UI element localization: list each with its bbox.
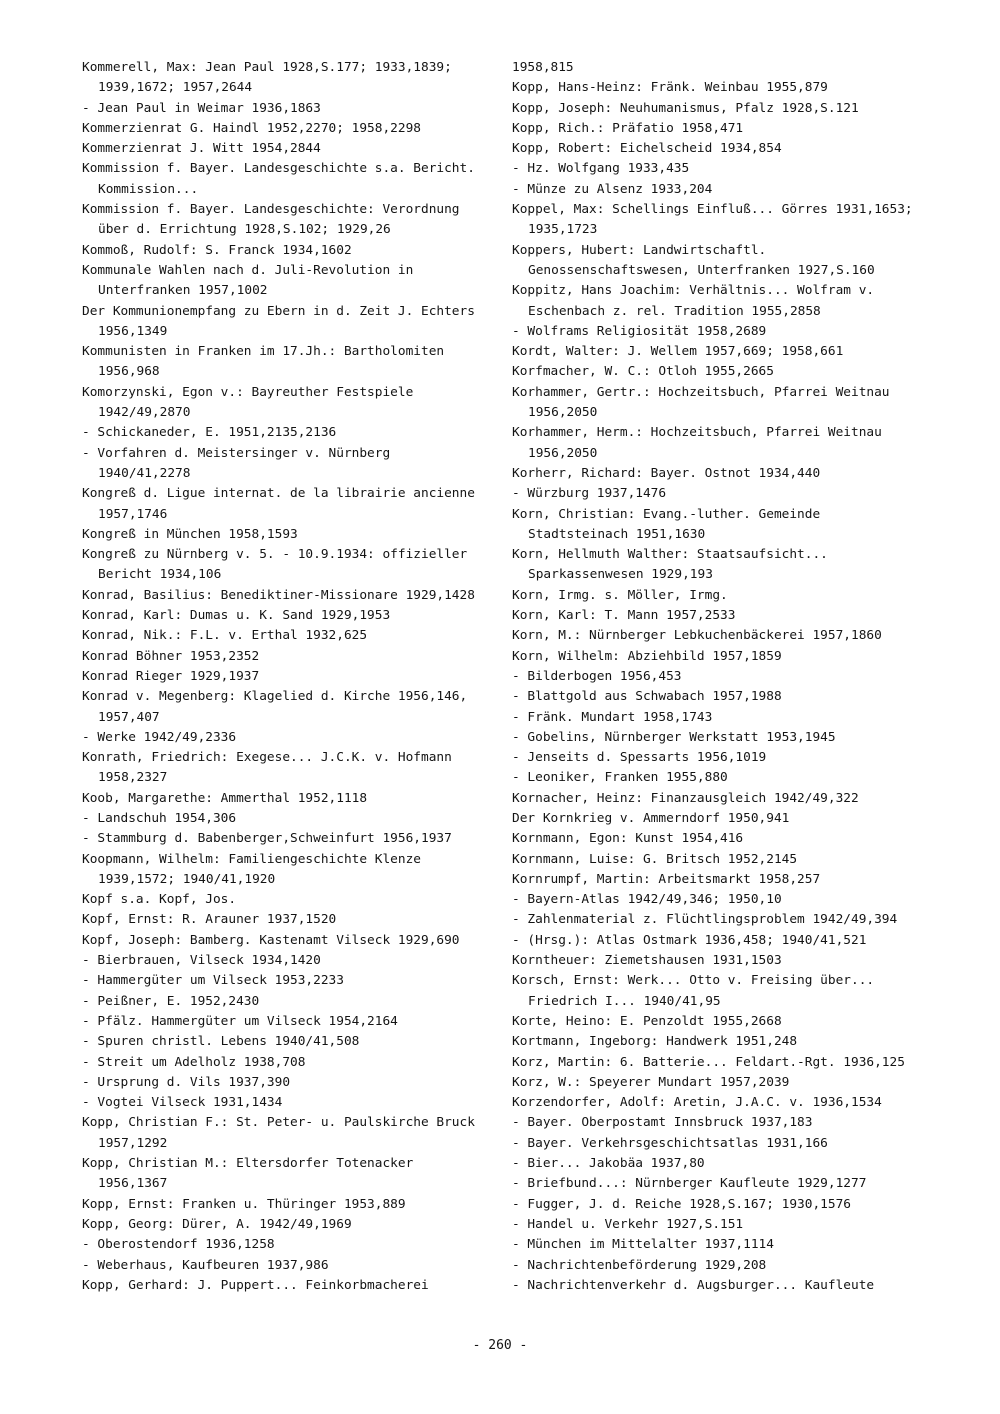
index-entry: Kommunisten in Franken im 17.Jh.: Bartholomiten 1956,968: [82, 344, 452, 380]
index-entry: Kortmann, Ingeborg: Handwerk 1951,248: [512, 1034, 798, 1050]
index-entry: - Würzburg 1937,1476: [512, 486, 667, 502]
index-entry: Korfmacher, W. C.: Otloh 1955,2665: [512, 364, 774, 380]
index-entry: Korn, Christian: Evang.-luther. Gemeinde Stadtsteinach 1951,1630: [512, 506, 828, 542]
index-entry: Kongreß zu Nürnberg v. 5. - 10.9.1934: offizieller Bericht 1934,106: [82, 547, 475, 583]
index-entry: Komorzynski, Egon v.: Bayreuther Festspiele 1942/49,2870: [82, 384, 422, 421]
index-entry: Konrad Rieger 1929,1937: [82, 668, 260, 684]
index-entry: Korn, Hellmuth Walther: Staatsaufsicht... Sparkassenwesen 1929,193: [512, 547, 836, 583]
index-entry: Kopp, Rich.: Präfatio 1958,471: [512, 120, 744, 136]
index-entry: Konrad v. Megenberg: Klagelied d. Kirche 1956,146, 1957,407: [82, 689, 475, 725]
index-entry: - Hz. Wolfgang 1933,435: [512, 161, 690, 177]
index-entry: - Streit um Adelholz 1938,708: [82, 1054, 306, 1070]
index-entry: - (Hrsg.): Atlas Ostmark 1936,458; 1940/41,521: [512, 932, 867, 948]
index-entry: - Fränk. Mundart 1958,1743: [512, 709, 713, 725]
index-entry: - Nachrichtenbeförderung 1929,208: [512, 1257, 767, 1273]
index-entry: Kornmann, Luise: G. Britsch 1952,2145: [512, 851, 798, 867]
index-entry: Kommerell, Max: Jean Paul 1928,S.177; 1933,1839; 1939,1672; 1957,2644: [82, 60, 460, 96]
index-entry: Der Kommunionempfang zu Ebern in d. Zeit J. Echters 1956,1349: [82, 303, 483, 339]
index-entry: Konrad, Karl: Dumas u. K. Sand 1929,1953: [82, 608, 391, 624]
index-entry: - München im Mittelalter 1937,1114: [512, 1237, 774, 1253]
index-entry: Korntheuer: Ziemetshausen 1931,1503: [512, 953, 782, 969]
index-entry: Der Kornkrieg v. Ammerndorf 1950,941: [512, 810, 790, 826]
index-entry: Kommission f. Bayer. Landesgeschichte s.a. Bericht. Kommission...: [82, 161, 483, 197]
index-entry: Koob, Margarethe: Ammerthal 1952,1118: [82, 790, 368, 806]
index-entry: Kopp, Christian M.: Eltersdorfer Totenacker 1956,1367: [82, 1156, 422, 1192]
index-entry: - Spuren christl. Lebens 1940/41,508: [82, 1034, 360, 1050]
index-entry: Korn, Irmg. s. Möller, Irmg.: [512, 587, 728, 603]
index-entry: Korzendorfer, Adolf: Aretin, J.A.C. v. 1936,1534: [512, 1095, 882, 1111]
index-entry: Kopp, Georg: Dürer, A. 1942/49,1969: [82, 1216, 352, 1232]
index-entry: Konrad, Basilius: Benediktiner-Missionare 1929,1428: [82, 587, 475, 603]
index-entry: Korherr, Richard: Bayer. Ostnot 1934,440: [512, 465, 821, 481]
index-entry: - Münze zu Alsenz 1933,204: [512, 181, 713, 197]
index-entry: Kopp, Christian F.: St. Peter- u. Paulskirche Bruck 1957,1292: [82, 1115, 483, 1151]
index-entry: Kopf, Ernst: R. Arauner 1937,1520: [82, 912, 337, 928]
index-entry: - Blattgold aus Schwabach 1957,1988: [512, 689, 782, 705]
index-entry: Korn, Wilhelm: Abziehbild 1957,1859: [512, 648, 782, 664]
index-entry: - Bier... Jakobäa 1937,80: [512, 1156, 705, 1172]
index-entry: Korz, W.: Speyerer Mundart 1957,2039: [512, 1074, 790, 1090]
index-entry: - Nachrichtenverkehr d. Augsburger... Kaufleute: [512, 1277, 875, 1293]
index-entry: Kongreß d. Ligue internat. de la librairie ancienne 1957,1746: [82, 486, 483, 522]
index-entry: - Oberostendorf 1936,1258: [82, 1237, 275, 1253]
index-entry: - Gobelins, Nürnberger Werkstatt 1953,1945: [512, 729, 836, 745]
page-number: - 260 -: [472, 1338, 528, 1353]
index-entry: Koopmann, Wilhelm: Familiengeschichte Klenze 1939,1572; 1940/41,1920: [82, 851, 429, 887]
index-entry: Kopf, Joseph: Bamberg. Kastenamt Vilseck 1929,690: [82, 932, 460, 948]
index-entry: 1958,815: [512, 60, 574, 75]
index-entry: - Weberhaus, Kaufbeuren 1937,986: [82, 1257, 329, 1273]
index-entry: - Jenseits d. Spessarts 1956,1019: [512, 750, 767, 766]
index-entry: Kopp, Ernst: Franken u. Thüringer 1953,889: [82, 1196, 406, 1212]
index-entry: Kornacher, Heinz: Finanzausgleich 1942/49,322: [512, 790, 859, 806]
index-entry: Korz, Martin: 6. Batterie... Feldart.-Rgt. 1936,125: [512, 1054, 905, 1070]
index-entry: Kopf s.a. Kopf, Jos.: [82, 892, 237, 908]
index-entry: Kommerzienrat J. Witt 1954,2844: [82, 141, 321, 157]
index-entry: Kommission f. Bayer. Landesgeschichte: Verordnung über d. Errichtung 1928,S.102; 1929,26: [82, 202, 468, 238]
index-entry: Kopp, Hans-Heinz: Fränk. Weinbau 1955,879: [512, 80, 828, 96]
index-entry: - Bayern-Atlas 1942/49,346; 1950,10: [512, 892, 782, 908]
index-entry: Koppitz, Hans Joachim: Verhältnis... Wolfram v. Eschenbach z. rel. Tradition 1955,2858: [512, 283, 882, 319]
index-entry: Korte, Heino: E. Penzoldt 1955,2668: [512, 1013, 782, 1029]
index-entry: - Briefbund...: Nürnberger Kaufleute 1929,1277: [512, 1176, 867, 1192]
left-index-column: [82, 58, 487, 1296]
right-index-column: [512, 58, 924, 1296]
index-entry: Korhammer, Herm.: Hochzeitsbuch, Pfarrei Weitnau 1956,2050: [512, 425, 890, 461]
index-entry: Korn, M.: Nürnberger Lebkuchenbäckerei 1957,1860: [512, 628, 882, 644]
index-entry: Kommunale Wahlen nach d. Juli-Revolution in Unterfranken 1957,1002: [82, 262, 422, 299]
index-entry: Konrad, Nik.: F.L. v. Erthal 1932,625: [82, 628, 368, 644]
index-entry: Korn, Karl: T. Mann 1957,2533: [512, 608, 736, 624]
index-entry: - Landschuh 1954,306: [82, 810, 237, 826]
index-entry: - Handel u. Verkehr 1927,S.151: [512, 1216, 744, 1232]
index-entry: - Pfälz. Hammergüter um Vilseck 1954,2164: [82, 1013, 398, 1029]
index-entry: - Bayer. Verkehrsgeschichtsatlas 1931,166: [512, 1135, 828, 1151]
index-entry: Kornmann, Egon: Kunst 1954,416: [512, 831, 744, 847]
index-entry: - Schickaneder, E. 1951,2135,2136: [82, 425, 337, 441]
index-entry: - Vogtei Vilseck 1931,1434: [82, 1095, 283, 1111]
index-entry: - Bilderbogen 1956,453: [512, 668, 682, 684]
index-entry: Kongreß in München 1958,1593: [82, 526, 298, 542]
index-entry: - Werke 1942/49,2336: [82, 729, 237, 745]
index-entry: - Bierbrauen, Vilseck 1934,1420: [82, 953, 321, 969]
index-entry: Konrath, Friedrich: Exegese... J.C.K. v. Hofmann 1958,2327: [82, 750, 460, 786]
index-entry: Kopp, Robert: Eichelscheid 1934,854: [512, 141, 782, 157]
index-entry: - Hammergüter um Vilseck 1953,2233: [82, 973, 344, 989]
index-entry: Kopp, Gerhard: J. Puppert... Feinkorbmacherei: [82, 1277, 429, 1293]
index-entry: Korsch, Ernst: Werk... Otto v. Freising über... Friedrich I... 1940/41,95: [512, 973, 882, 1009]
index-entry: Konrad Böhner 1953,2352: [82, 648, 260, 664]
index-entry: - Peißner, E. 1952,2430: [82, 993, 260, 1009]
index-entry: Kommoß, Rudolf: S. Franck 1934,1602: [82, 242, 352, 258]
index-entry: - Jean Paul in Weimar 1936,1863: [82, 100, 321, 116]
index-entry: Kommerzienrat G. Haindl 1952,2270; 1958,2298: [82, 120, 421, 136]
index-entry: Koppel, Max: Schellings Einfluß... Görres 1931,1653; 1935,1723: [512, 202, 921, 238]
index-entry: Koppers, Hubert: Landwirtschaftl. Genossenschaftswesen, Unterfranken 1927,S.160: [512, 242, 875, 278]
index-entry: - Vorfahren d. Meistersinger v. Nürnberg 1940/41,2278: [82, 445, 398, 481]
index-entry: Kopp, Joseph: Neuhumanismus, Pfalz 1928,S.121: [512, 100, 859, 116]
index-entry: - Ursprung d. Vils 1937,390: [82, 1074, 291, 1090]
index-entry: - Bayer. Oberpostamt Innsbruck 1937,183: [512, 1115, 813, 1131]
index-entry: - Leoniker, Franken 1955,880: [512, 770, 728, 786]
index-entry: Kordt, Walter: J. Wellem 1957,669; 1958,661: [512, 344, 844, 360]
index-entry: - Zahlenmaterial z. Flüchtlingsproblem 1942/49,394: [512, 912, 898, 928]
index-entry: Kornrumpf, Martin: Arbeitsmarkt 1958,257: [512, 871, 821, 887]
index-entry: - Wolframs Religiosität 1958,2689: [512, 323, 767, 339]
index-entry: - Fugger, J. d. Reiche 1928,S.167; 1930,1576: [512, 1196, 851, 1212]
index-entry: - Stammburg d. Babenberger,Schweinfurt 1956,1937: [82, 831, 452, 847]
index-entry: Korhammer, Gertr.: Hochzeitsbuch, Pfarrei Weitnau 1956,2050: [512, 384, 898, 421]
